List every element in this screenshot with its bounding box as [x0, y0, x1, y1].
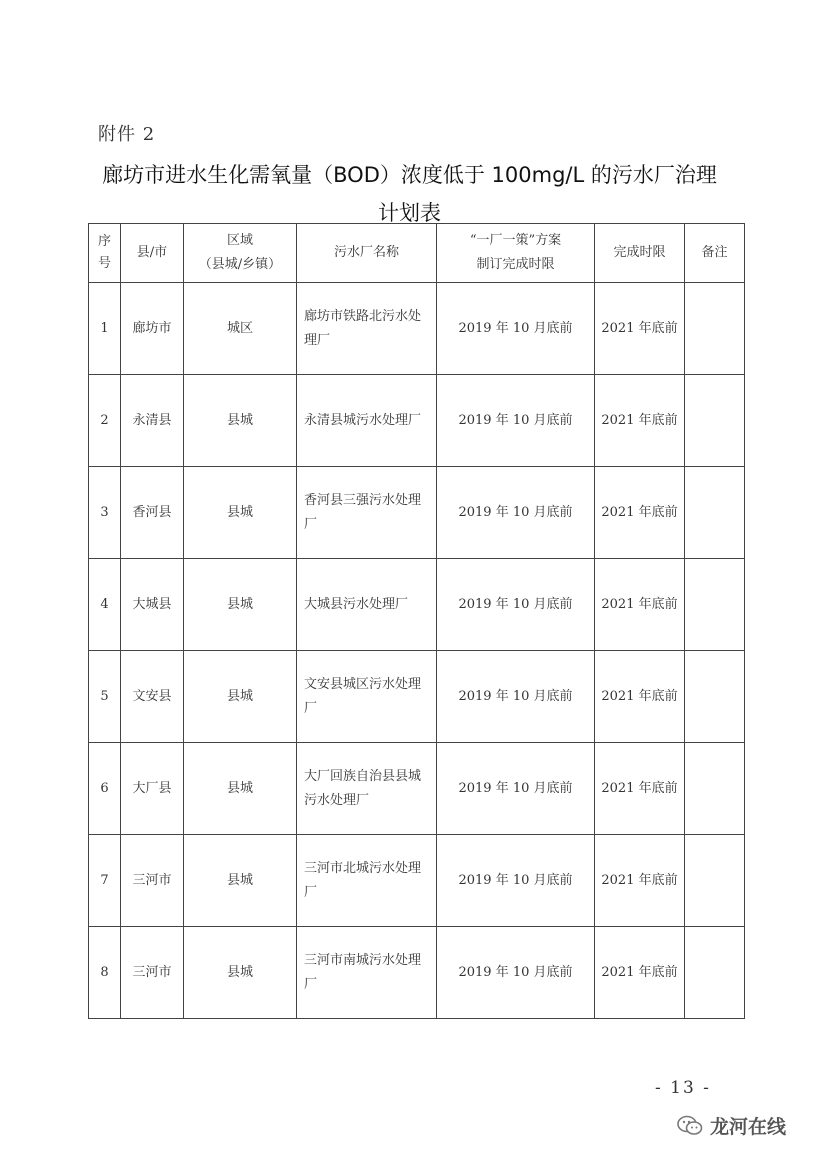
- cell-county: 文安县: [121, 651, 184, 743]
- cell-plant: 三河市南城污水处理厂: [297, 927, 437, 1019]
- table-row: [89, 559, 745, 651]
- watermark-text: 龙河在线: [710, 1116, 787, 1138]
- cell-plan: 2019 年 10 月底前: [437, 743, 595, 835]
- cell-area: 县城: [184, 375, 297, 467]
- header-area-line2: （县城/乡镇）: [198, 257, 282, 272]
- cell-plant: 香河县三强污水处理厂: [297, 467, 437, 559]
- cell-plant: 三河市北城污水处理厂: [297, 835, 437, 927]
- cell-remarks: [685, 559, 745, 651]
- header-seq: 序 号: [89, 224, 121, 283]
- cell-remarks: [685, 927, 745, 1019]
- plan-table: [88, 223, 745, 1019]
- table-row: [89, 651, 745, 743]
- cell-county: 廊坊市: [121, 283, 184, 375]
- cell-deadline: 2021 年底前: [595, 927, 685, 1019]
- cell-county: 大厂县: [121, 743, 184, 835]
- page-number: - 13 -: [655, 1078, 711, 1098]
- header-remarks: 备注: [685, 224, 745, 283]
- cell-deadline: 2021 年底前: [595, 559, 685, 651]
- cell-remarks: [685, 743, 745, 835]
- document-title-line2: 计划表: [378, 201, 441, 225]
- table-row: [89, 927, 745, 1019]
- cell-plant: 大厂回族自治县县城污水处理厂: [297, 743, 437, 835]
- table-row: [89, 743, 745, 835]
- cell-area: 城区: [184, 283, 297, 375]
- cell-county: 永清县: [121, 375, 184, 467]
- header-area-line1: 区域: [226, 233, 253, 248]
- cell-plan: 2019 年 10 月底前: [437, 559, 595, 651]
- cell-seq: 4: [89, 559, 121, 651]
- cell-area: 县城: [184, 743, 297, 835]
- cell-remarks: [685, 375, 745, 467]
- cell-deadline: 2021 年底前: [595, 651, 685, 743]
- header-plan-line1: “一厂一策”方案: [469, 233, 562, 248]
- header-plan-line2: 制订完成时限: [476, 257, 555, 272]
- attachment-label: 附件 2: [98, 124, 156, 145]
- cell-county: 三河市: [121, 927, 184, 1019]
- cell-seq: 3: [89, 467, 121, 559]
- cell-plan: 2019 年 10 月底前: [437, 651, 595, 743]
- cell-deadline: 2021 年底前: [595, 835, 685, 927]
- cell-seq: 1: [89, 283, 121, 375]
- cell-seq: 2: [89, 375, 121, 467]
- header-area: [184, 224, 297, 283]
- header-plan: [437, 224, 595, 283]
- cell-remarks: [685, 467, 745, 559]
- cell-seq: 5: [89, 651, 121, 743]
- cell-remarks: [685, 283, 745, 375]
- cell-seq: 7: [89, 835, 121, 927]
- cell-plant: 大城县污水处理厂: [297, 559, 437, 651]
- cell-area: 县城: [184, 927, 297, 1019]
- cell-deadline: 2021 年底前: [595, 375, 685, 467]
- cell-deadline: 2021 年底前: [595, 283, 685, 375]
- cell-area: 县城: [184, 467, 297, 559]
- document-title: 廊坊市进水生化需氧量（BOD）浓度低于 100mg/L 的污水厂治理: [102, 163, 717, 187]
- cell-remarks: [685, 835, 745, 927]
- header-plant: 污水厂名称: [297, 224, 437, 283]
- cell-remarks: [685, 651, 745, 743]
- table-row: [89, 467, 745, 559]
- cell-plant: 文安县城区污水处理厂: [297, 651, 437, 743]
- cell-seq: 8: [89, 927, 121, 1019]
- cell-county: 香河县: [121, 467, 184, 559]
- cell-plan: 2019 年 10 月底前: [437, 467, 595, 559]
- cell-county: 三河市: [121, 835, 184, 927]
- cell-deadline: 2021 年底前: [595, 743, 685, 835]
- cell-plant: 永清县城污水处理厂: [297, 375, 437, 467]
- cell-area: 县城: [184, 835, 297, 927]
- wechat-icon: [676, 1114, 704, 1138]
- cell-county: 大城县: [121, 559, 184, 651]
- header-deadline: 完成时限: [595, 224, 685, 283]
- cell-plan: 2019 年 10 月底前: [437, 283, 595, 375]
- watermark: [676, 1112, 786, 1139]
- cell-plan: 2019 年 10 月底前: [437, 375, 595, 467]
- header-county: 县/市: [121, 224, 184, 283]
- cell-area: 县城: [184, 651, 297, 743]
- cell-deadline: 2021 年底前: [595, 467, 685, 559]
- table-row: [89, 835, 745, 927]
- cell-plan: 2019 年 10 月底前: [437, 927, 595, 1019]
- table-header-row: [89, 224, 745, 283]
- cell-plan: 2019 年 10 月底前: [437, 835, 595, 927]
- cell-area: 县城: [184, 559, 297, 651]
- table-row: [89, 283, 745, 375]
- cell-seq: 6: [89, 743, 121, 835]
- table-row: [89, 375, 745, 467]
- cell-plant: 廊坊市铁路北污水处理厂: [297, 283, 437, 375]
